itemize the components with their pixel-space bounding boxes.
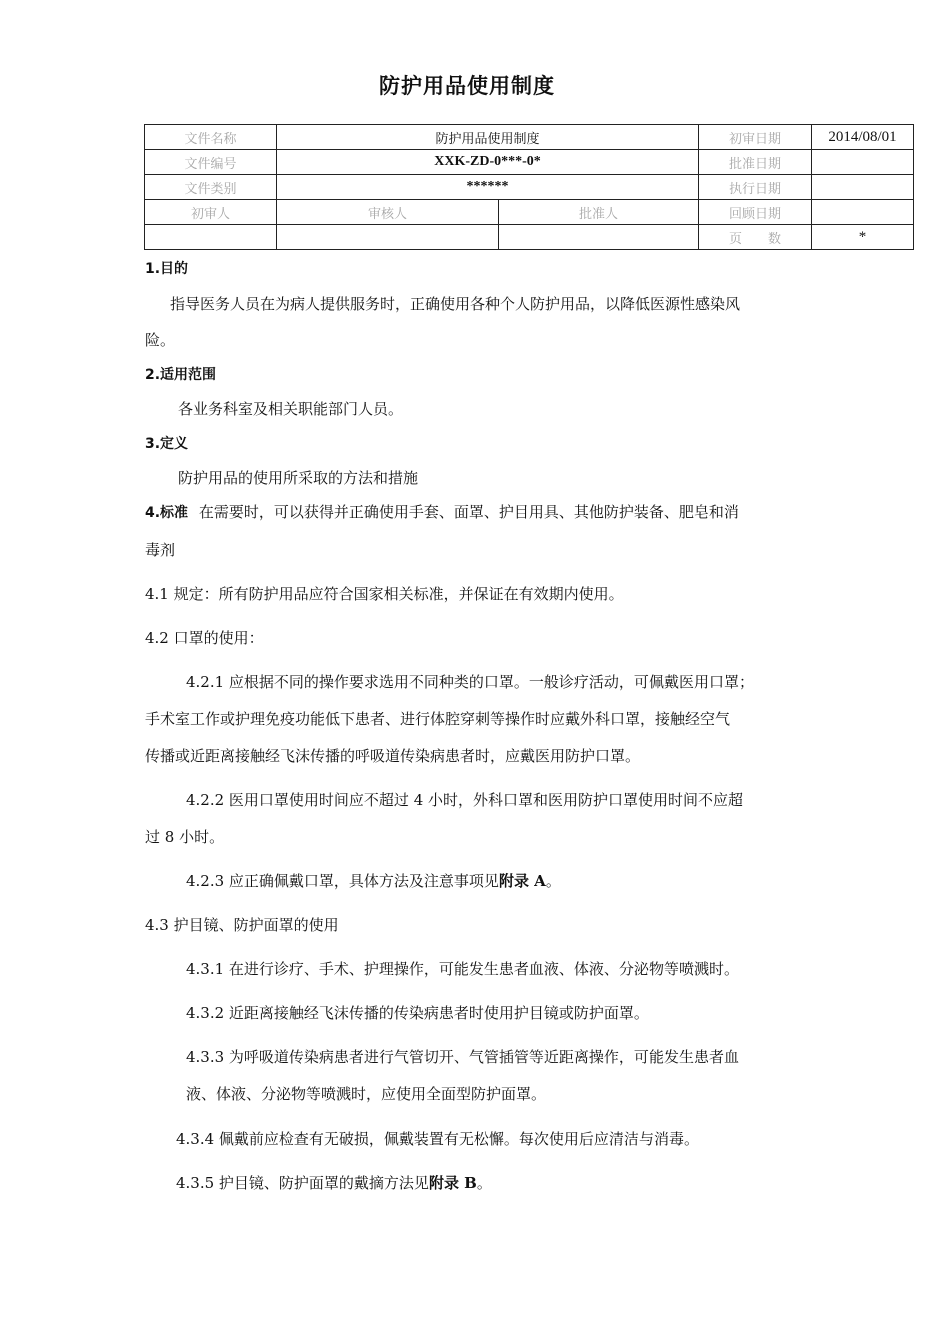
- appendix-a-reference: 附录 A: [498, 872, 546, 890]
- label-effective-date: 执行日期: [699, 175, 812, 200]
- item-4-3-3-line1: 4.3.3 为呼吸道传染病患者进行气管切开、气管插管等近距离操作，可能发生患者血: [186, 1048, 739, 1066]
- label-initial-reviewer: 初审人: [145, 200, 277, 225]
- section-4-heading: 4.标准: [145, 505, 189, 521]
- section-1-text-line2: 险。: [145, 331, 176, 349]
- item-4-3-1: 4.3.1 在进行诊疗、手术、护理操作，可能发生患者血液、体液、分泌物等喷溅时。: [186, 960, 739, 978]
- document-title: 防护用品使用制度: [379, 74, 555, 98]
- value-file-name: 防护用品使用制度: [277, 125, 699, 150]
- item-4-2: 4.2 口罩的使用：: [145, 629, 264, 647]
- value-approver: [499, 225, 699, 250]
- value-initial-reviewer: [145, 225, 277, 250]
- item-4-2-1-line1: 4.2.1 应根据不同的操作要求选用不同种类的口罩。一般诊疗活动，可佩戴医用口罩；: [186, 673, 754, 691]
- section-2-heading: 2.适用范围: [145, 367, 217, 383]
- section-4-text-line2: 毒剂: [145, 541, 176, 559]
- item-4-3-3-line2: 液、体液、分泌物等喷溅时，应使用全面型防护面罩。: [186, 1085, 547, 1103]
- label-approval-date: 批准日期: [699, 150, 812, 175]
- value-file-category: ******: [277, 175, 699, 200]
- document-info-table: [144, 124, 914, 250]
- item-4-2-3-text: 4.2.3 应正确佩戴口罩，具体方法及注意事项见: [186, 872, 499, 890]
- section-4-line1: [145, 501, 739, 522]
- section-2-text: 各业务科室及相关职能部门人员。: [178, 400, 404, 418]
- item-4-3-5: [176, 1172, 492, 1193]
- item-4-3-5-end: 。: [476, 1174, 492, 1192]
- item-4-3-2: 4.3.2 近距离接触经飞沫传播的传染病患者时使用护目镜或防护面罩。: [186, 1004, 649, 1022]
- item-4-3: 4.3 护目镜、防护面罩的使用: [145, 916, 339, 934]
- label-approver: 批准人: [499, 200, 699, 225]
- section-3-text: 防护用品的使用所采取的方法和措施: [178, 469, 419, 487]
- item-4-3-4: 4.3.4 佩戴前应检查有无破损，佩戴装置有无松懈。每次使用后应清洁与消毒。: [176, 1130, 699, 1148]
- value-reviewer: [277, 225, 499, 250]
- item-4-2-3-end: 。: [545, 872, 561, 890]
- value-page-count: *: [812, 225, 914, 250]
- appendix-b-reference: 附录 B: [428, 1174, 477, 1192]
- item-4-1: 4.1 规定：所有防护用品应符合国家相关标准，并保证在有效期内使用。: [145, 585, 624, 603]
- label-review-date: 回顾日期: [699, 200, 812, 225]
- section-1-heading: 1.目的: [145, 261, 189, 277]
- item-4-2-3: [186, 870, 561, 891]
- section-4-text-line1: 在需要时，可以获得并正确使用手套、面罩、护目用具、其他防护装备、肥皂和消: [198, 503, 739, 521]
- item-4-2-1-line3: 传播或近距离接触经飞沫传播的呼吸道传染病患者时，应戴医用防护口罩。: [145, 747, 641, 765]
- item-4-2-2-line1: 4.2.2 医用口罩使用时间应不超过 4 小时，外科口罩和医用防护口罩使用时间不应超: [186, 791, 744, 809]
- item-4-3-5-text: 4.3.5 护目镜、防护面罩的戴摘方法见: [176, 1174, 429, 1192]
- label-page-count: 页 数: [699, 225, 812, 250]
- value-approval-date: [812, 150, 914, 175]
- label-initial-review-date: 初审日期: [699, 125, 812, 150]
- label-file-name: 文件名称: [145, 125, 277, 150]
- label-file-category: 文件类别: [145, 175, 277, 200]
- item-4-2-1-line2: 手术室工作或护理免疫功能低下患者、进行体腔穿刺等操作时应戴外科口罩，接触经空气: [145, 710, 731, 728]
- label-file-number: 文件编号: [145, 150, 277, 175]
- section-3-heading: 3.定义: [145, 436, 189, 452]
- value-initial-review-date: 2014/08/01: [812, 125, 914, 150]
- item-4-2-2-line2: 过 8 小时。: [145, 828, 225, 846]
- label-reviewer: 审核人: [277, 200, 499, 225]
- section-1-text-line1: 指导医务人员在为病人提供服务时，正确使用各种个人防护用品，以降低医源性感染风: [170, 295, 741, 313]
- value-file-number: XXK-ZD-0***-0*: [277, 150, 699, 175]
- value-review-date: [812, 200, 914, 225]
- value-effective-date: [812, 175, 914, 200]
